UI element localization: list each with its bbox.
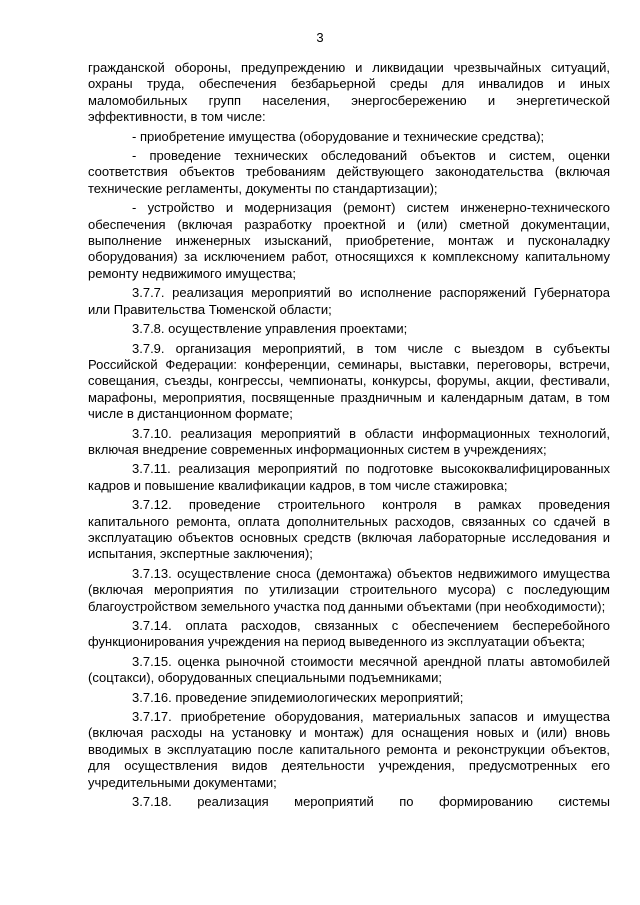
clause-3-7-16: 3.7.16. проведение эпидемиологических мероприятий; — [132, 689, 464, 705]
clause-3-7-10: 3.7.10. реализация мероприятий в области информационных технологий, включая внедрение современных информационных систем в учреждениях; — [88, 425, 610, 457]
clause-3-7-12: 3.7.12. проведение строительного контроля в рамках проведения капитального ремонта, оплата дополнительных расходов, связанных со сдачей в эксплуатацию объектов основных средств (включая лабораторные исследования и испытания, экспертные заключения); — [88, 497, 610, 562]
clause-3-7-9: 3.7.9. организация мероприятий, в том числе с выездом в субъекты Российской Федерации: конференции, семинары, выставки, переговоры, встречи, совещания, съезды, конгрессы, чемпионаты, конкурсы, форумы, акции, фестивали, марафоны, мероприятия, посвященные праздничным и календарным датам, в том числе в дистанционном формате; — [88, 340, 610, 422]
paragraph-continuation: гражданской обороны, предупреждению и ликвидации чрезвычайных ситуаций, охраны труда, обеспечения безбарьерной среды для инвалидов и иных маломобильных групп населения, энергосбережению и энергетической эффективности, в том числе: — [88, 60, 610, 125]
list-item-technical-inspections: - проведение технических обследований объектов и систем, оценки соответствия объектов требованиям действующего законодательства (включая технические регламенты, документы по стандартизации); — [88, 148, 610, 196]
clause-3-7-17: 3.7.17. приобретение оборудования, материальных запасов и имущества (включая расходы на установку и монтаж) для оснащения новых и (или) вновь вводимых в эксплуатацию после капитального ремонта и реконструкции объектов, для осуществления видов деятельности учреждения, предусмотренных его учредительными документами; — [88, 709, 610, 790]
page-number: 3 — [316, 30, 324, 45]
clause-3-7-15: 3.7.15. оценка рыночной стоимости месячной арендной платы автомобилей (соцтакси), оборудованных специальными подъемниками; — [88, 653, 610, 686]
list-item-property-purchase: - приобретение имущества (оборудование и технические средства); — [132, 128, 545, 144]
clause-3-7-11: 3.7.11. реализация мероприятий по подготовке высококвалифицированных кадров и повышение квалификации кадров, в том числе стажировка; — [88, 461, 610, 493]
clause-3-7-8: 3.7.8. осуществление управления проектами; — [132, 321, 408, 337]
clause-3-7-18: 3.7.18. реализация мероприятий по формированию системы — [132, 794, 610, 810]
clause-3-7-7: 3.7.7. реализация мероприятий во исполнение распоряжений Губернатора или Правительства Тюменской области; — [88, 285, 610, 317]
document-body — [88, 60, 610, 813]
clause-3-7-14: 3.7.14. оплата расходов, связанных с обеспечением бесперебойного функционирования учреждения на период выведенного из эксплуатации объекта; — [88, 618, 610, 650]
list-item-engineering-systems: - устройство и модернизация (ремонт) систем инженерно-технического обеспечения (включая разработку проектной и (или) сметной документации, выполнение инженерных изысканий, приобретение, монтаж и пусконаладку оборудования) за исключением работ, относящихся к комплексному капитальному ремонту недвижимого имущества; — [88, 200, 610, 281]
clause-3-7-13: 3.7.13. осуществление сноса (демонтажа) объектов недвижимого имущества (включая мероприятия по утилизации строительного мусора) с последующим благоустройством земельного участка под данными объектами (при необходимости); — [88, 565, 610, 614]
